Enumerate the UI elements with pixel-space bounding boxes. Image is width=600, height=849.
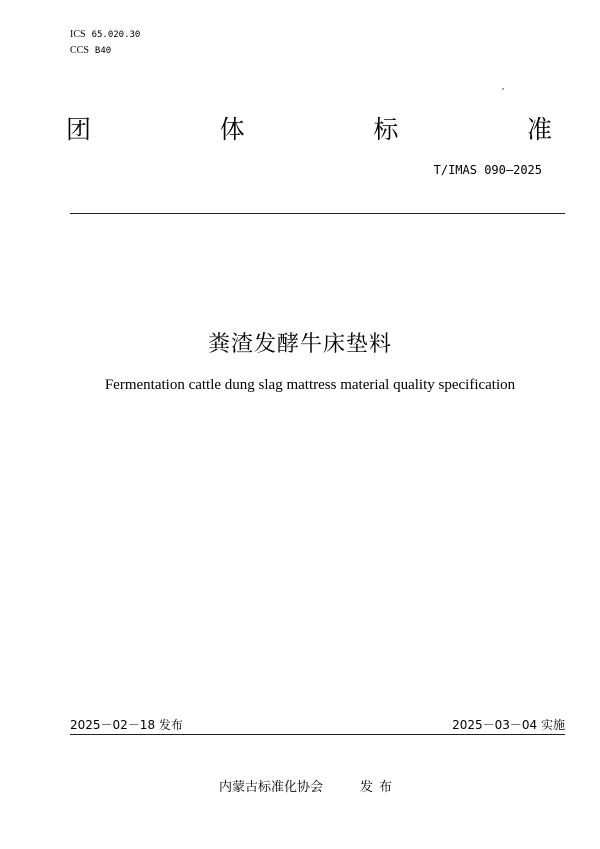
title-english: Fermentation cattle dung slag mattress material quality specification — [104, 377, 516, 393]
bottom-divider — [70, 734, 565, 735]
ccs-label: CCS — [70, 45, 89, 56]
heading-char: 准 — [526, 115, 552, 144]
ics-value: 65.020.30 — [91, 30, 141, 40]
ccs-value: B40 — [94, 46, 112, 56]
ics-label: ICS — [70, 29, 86, 40]
implement-date: 2025－03－04 实施 — [452, 718, 565, 732]
publish-date: 2025－02－18 发布 — [70, 718, 183, 732]
heading-char: 团 — [66, 115, 92, 144]
standard-type-heading — [66, 112, 552, 148]
title-chinese: 粪渣发酵牛床垫料 — [207, 332, 392, 357]
standard-number: T/IMAS 090—2025 — [433, 163, 542, 177]
heading-char: 标 — [373, 115, 399, 144]
ccs-line — [70, 45, 111, 57]
ics-line — [70, 29, 140, 41]
issue-label: 发布 — [360, 780, 399, 795]
scan-dot — [502, 88, 504, 90]
publisher-name: 内蒙古标准化协会 — [219, 780, 324, 795]
heading-char: 体 — [219, 115, 245, 144]
top-divider — [70, 213, 565, 214]
